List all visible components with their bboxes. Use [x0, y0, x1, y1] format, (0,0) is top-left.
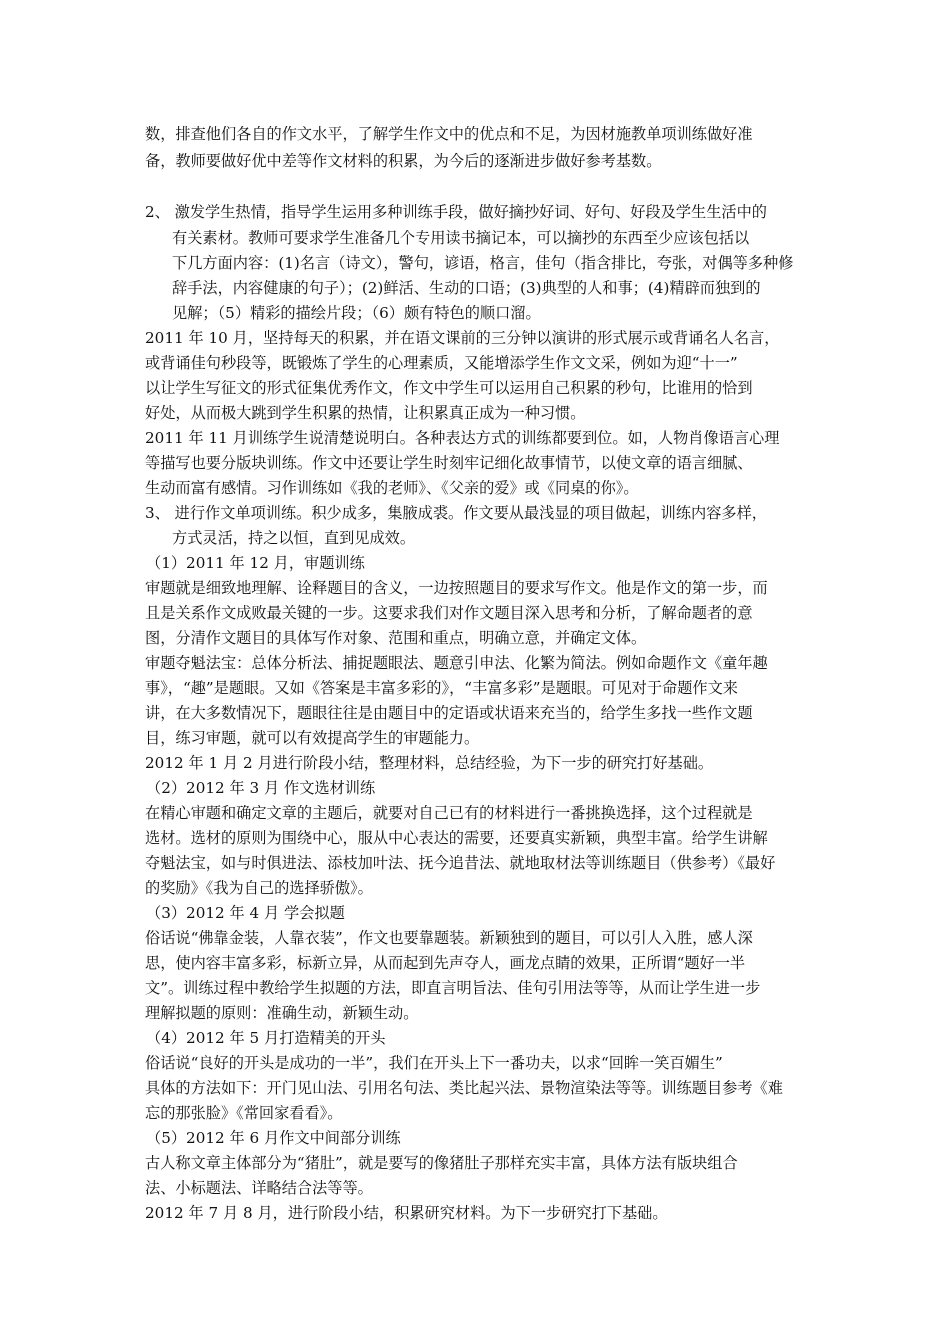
paragraph-line: 事》，“趣”是题眼。又如《答案是丰富多彩的》，“丰富多彩”是题眼。可见对于命题作文来 — [145, 679, 738, 697]
paragraph-line: 数，排查他们各自的作文水平，了解学生作文中的优点和不足，为因材施教单项训练做好准 — [145, 125, 753, 143]
section-heading: （1）2011 年 12 月，审题训练 — [146, 554, 365, 572]
paragraph-line: 夺魁法宝，如与时俱进法、添枝加叶法、抚今追昔法、就地取材法等训练题目（供参考）《最好 — [145, 854, 776, 872]
section-heading: （3）2012 年 4 月 学会拟题 — [146, 904, 345, 922]
paragraph-line: 或背诵佳句秒段等，既锻炼了学生的心理素质，又能增添学生作文文采，例如为迎“十一” — [145, 354, 738, 372]
paragraph-line: 目，练习审题，就可以有效提高学生的审题能力。 — [145, 729, 480, 747]
paragraph-line: 2012 年 1 月 2 月进行阶段小结，整理材料，总结经验，为下一步的研究打好基础。 — [145, 754, 714, 772]
paragraph-line: 且是关系作文成败最关键的一步。这要求我们对作文题目深入思考和分析，了解命题者的意 — [145, 604, 753, 622]
paragraph-line: 下几方面内容：(1)名言（诗文），警句，谚语，格言，佳句（指含排比，夸张，对偶等多种修 — [172, 254, 794, 272]
section-heading: （4）2012 年 5 月打造精美的开头 — [146, 1029, 386, 1047]
paragraph-line: 生动而富有感情。习作训练如《我的老师》、《父亲的爱》或《同桌的你》。 — [145, 479, 639, 497]
paragraph-line: 2011 年 10 月，坚持每天的积累，并在语文课前的三分钟以演讲的形式展示或背诵名人名言， — [145, 329, 780, 347]
paragraph-line: 2012 年 7 月 8 月，进行阶段小结，积累研究材料。为下一步研究打下基础。 — [145, 1204, 668, 1222]
paragraph-line: 以让学生写征文的形式征集优秀作文，作文中学生可以运用自己积累的秒句，比谁用的恰到 — [145, 379, 753, 397]
paragraph-line: 见解；（5）精彩的描绘片段；（6）颇有特色的顺口溜。 — [172, 304, 541, 322]
paragraph-line: 审题夺魁法宝：总体分析法、捕捉题眼法、题意引申法、化繁为简法。例如命题作文《童年趣 — [145, 654, 768, 672]
paragraph-line: 有关素材。教师可要求学生准备几个专用读书摘记本，可以摘抄的东西至少应该包括以 — [172, 229, 750, 247]
paragraph-line: 思，使内容丰富多彩，标新立异，从而起到先声夺人，画龙点睛的效果，正所谓“题好一半 — [145, 954, 746, 972]
paragraph-line: 图，分清作文题目的具体写作对象、范围和重点，明确立意，并确定文体。 — [145, 629, 647, 647]
paragraph-line: 文”。训练过程中教给学生拟题的方法，即直言明旨法、佳句引用法等等，从而让学生进一步 — [145, 979, 761, 997]
paragraph-line: 具体的方法如下：开门见山法、引用名句法、类比起兴法、景物渲染法等等。训练题目参考《难 — [145, 1079, 783, 1097]
paragraph-line: 方式灵活，持之以恒，直到见成效。 — [172, 529, 415, 547]
paragraph-line: 的奖励》《我为自己的选择骄傲》。 — [145, 879, 373, 897]
paragraph-line: 忘的那张脸》《常回家看看》。 — [145, 1104, 343, 1122]
paragraph-line: 选材。选材的原则为围绕中心，服从中心表达的需要，还要真实新颖，典型丰富。给学生讲解 — [145, 829, 768, 847]
section-heading: （2）2012 年 3 月 作文选材训练 — [146, 779, 376, 797]
paragraph-line: 等描写也要分版块训练。作文中还要让学生时刻牢记细化故事情节，以使文章的语言细腻、 — [145, 454, 753, 472]
paragraph-line: 备，教师要做好优中差等作文材料的积累，为今后的逐渐进步做好参考基数。 — [145, 152, 662, 170]
paragraph-line: 审题就是细致地理解、诠释题目的含义，一边按照题目的要求写作文。他是作文的第一步，而 — [145, 579, 768, 597]
paragraph-line: 好处，从而极大跳到学生积累的热情，让积累真正成为一种习惯。 — [145, 404, 586, 422]
paragraph-line: 讲，在大多数情况下，题眼往往是由题目中的定语或状语来充当的，给学生多找一些作文题 — [145, 704, 753, 722]
paragraph-line: 古人称文章主体部分为“猪肚”，就是要写的像猪肚子那样充实丰富，具体方法有版块组合 — [145, 1154, 738, 1172]
paragraph-line: 2011 年 11 月训练学生说清楚说明白。各种表达方式的训练都要到位。如，人物肖像语言心理 — [145, 429, 780, 447]
paragraph-line: 俗话说“良好的开头是成功的一半”，我们在开头上下一番功夫，以求“回眸一笑百媚生” — [145, 1054, 723, 1072]
paragraph-line: 俗话说“佛靠金装，人靠衣装”，作文也要靠题装。新颖独到的题目，可以引人入胜，感人深 — [145, 929, 753, 947]
section-heading: （5）2012 年 6 月作文中间部分训练 — [146, 1129, 401, 1147]
paragraph-line: 理解拟题的原则：准确生动，新颖生动。 — [145, 1004, 419, 1022]
paragraph-line: 法、小标题法、详略结合法等等。 — [145, 1179, 373, 1197]
numbered-item-2: 2、 激发学生热情，指导学生运用多种训练手段，做好摘抄好词、好句、好段及学生生活中的 — [145, 203, 767, 221]
paragraph-line: 辞手法，内容健康的句子）；(2)鲜活、生动的口语；(3)典型的人和事；(4)精辟而独到的 — [172, 279, 761, 297]
numbered-item-3: 3、 进行作文单项训练。积少成多，集腋成裘。作文要从最浅显的项目做起，训练内容多样， — [145, 504, 767, 522]
paragraph-line: 在精心审题和确定文章的主题后，就要对自己已有的材料进行一番挑换选择，这个过程就是 — [145, 804, 753, 822]
